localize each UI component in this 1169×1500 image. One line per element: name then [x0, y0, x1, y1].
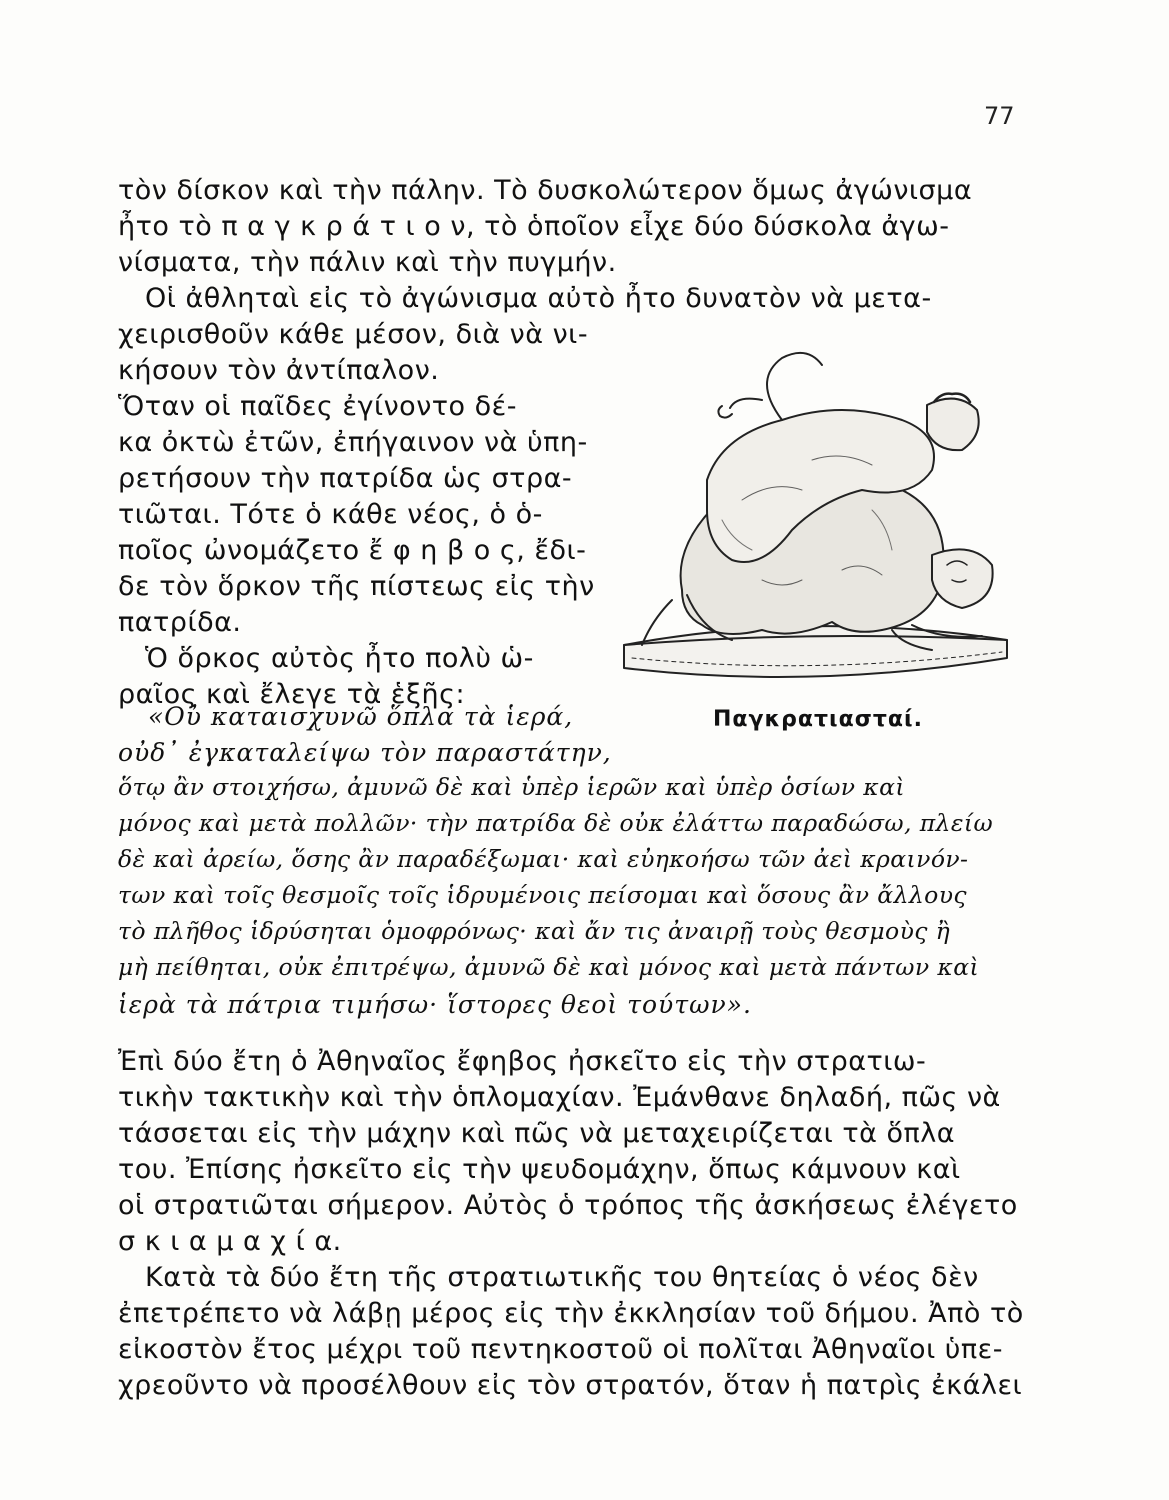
- body-line: Ὁ ὅρκος αὐτὸς ἦτο πολὺ ὡ-: [145, 643, 534, 674]
- oath-line: των καὶ τοῖς θεσμοῖς τοῖς ἱδρυμένοις πείσομαι καὶ ὅσους ἂν ἄλλους: [118, 881, 967, 909]
- oath-line: τὸ πλῆθος ἱδρύσηται ὁμοφρόνως· καὶ ἄν τις ἀναιρῇ τοὺς θεσμοὺς ἢ: [118, 917, 951, 945]
- oath-line: ἱερὰ τὰ πάτρια τιμήσω· ἵστορες θεοὶ τούτων».: [118, 990, 752, 1019]
- body-line: κα ὀκτὼ ἐτῶν, ἐπήγαινον νὰ ὑπη-: [118, 427, 588, 458]
- oath-line: μόνος καὶ μετὰ πολλῶν· τὴν πατρίδα δὲ οὐκ ἐλάττω παραδώσω, πλείω: [118, 809, 994, 837]
- body-line: ρετήσουν τὴν πατρίδα ὡς στρα-: [118, 463, 573, 494]
- body-line: κήσουν τὸν ἀντίπαλον.: [118, 355, 440, 386]
- body-line: σ κ ι α μ α χ ί α.: [118, 1226, 342, 1257]
- body-line: τιῶται. Τότε ὁ κάθε νέος, ὁ ὁ-: [118, 499, 543, 530]
- body-line: ἐπετρέπετο νὰ λάβῃ μέρος εἰς τὴν ἐκκλησίαν τοῦ δήμου. Ἀπὸ τὸ: [118, 1298, 1024, 1329]
- body-line: Οἱ ἀθληταὶ εἰς τὸ ἀγώνισμα αὐτὸ ἦτο δυνατὸν νὰ μετα-: [145, 283, 932, 314]
- wrestlers-illustration: [612, 340, 1012, 695]
- body-line: νίσματα, τὴν πάλιν καὶ τὴν πυγμήν.: [118, 247, 617, 278]
- body-line: εἰκοστὸν ἔτος μέχρι τοῦ πεντηκοστοῦ οἱ πολῖται Ἀθηναῖοι ὑπε-: [118, 1334, 1004, 1365]
- body-line: χειρισθοῦν κάθε μέσον, διὰ νὰ νι-: [118, 319, 589, 350]
- oath-line: οὐδ᾽ ἐγκαταλείψω τὸν παραστάτην,: [118, 738, 612, 767]
- body-line: οἱ στρατιῶται σήμερον. Αὐτὸς ὁ τρόπος τῆς ἀσκήσεως ἐλέγετο: [118, 1190, 1018, 1221]
- body-line: τάσσεται εἰς τὴν μάχην καὶ πῶς νὰ μεταχειρίζεται τὰ ὅπλα: [118, 1118, 956, 1149]
- body-line: Ἐπὶ δύο ἔτη ὁ Ἀθηναῖος ἔφηβος ἠσκεῖτο εἰς τὴν στρατιω-: [118, 1046, 927, 1077]
- body-line: χρεοῦντο νὰ προσέλθουν εἰς τὸν στρατόν, ὅταν ἡ πατρὶς ἐκάλει: [118, 1370, 1023, 1401]
- oath-line: «Οὐ καταισχυνῶ ὅπλα τὰ ἱερά,: [148, 702, 574, 731]
- wrestlers-statue-icon: [612, 340, 1012, 695]
- page-number: 77: [984, 102, 1015, 130]
- body-line: δε τὸν ὅρκον τῆς πίστεως εἰς τὴν: [118, 571, 595, 602]
- body-line: του. Ἐπίσης ἠσκεῖτο εἰς τὴν ψευδομάχην, ὅπως κάμνουν καὶ: [118, 1154, 961, 1185]
- body-line: πατρίδα.: [118, 607, 242, 638]
- body-line: τικὴν τακτικὴν καὶ τὴν ὁπλομαχίαν. Ἐμάνθανε δηλαδή, πῶς νὰ: [118, 1082, 1001, 1113]
- body-line: Κατὰ τὰ δύο ἔτη τῆς στρατιωτικῆς του θητείας ὁ νέος δὲν: [145, 1262, 979, 1293]
- figure-caption: Παγκρατιασταί.: [713, 707, 923, 732]
- oath-line: ὅτῳ ἂν στοιχήσω, ἀμυνῶ δὲ καὶ ὑπὲρ ἱερῶν καὶ ὑπὲρ ὁσίων καὶ: [118, 773, 906, 801]
- body-line: Ὅταν οἱ παῖδες ἐγίνοντο δέ-: [118, 391, 517, 422]
- body-line: τὸν δίσκον καὶ τὴν πάλην. Τὸ δυσκολώτερον ὅμως ἀγώνισμα: [118, 175, 973, 206]
- oath-line: δὲ καὶ ἀρείω, ὅσης ἂν παραδέξωμαι· καὶ εὐηκοήσω τῶν ἀεὶ κραινόν-: [118, 845, 969, 873]
- body-line: ἦτο τὸ π α γ κ ρ ά τ ι ο ν, τὸ ὁποῖον εἶχε δύο δύσκολα ἀγω-: [118, 211, 950, 242]
- body-line: ραῖος καὶ ἔλεγε τὰ ἑξῆς:: [118, 679, 466, 710]
- oath-line: μὴ πείθηται, οὐκ ἐπιτρέψω, ἀμυνῶ δὲ καὶ μόνος καὶ μετὰ πάντων καὶ: [118, 953, 980, 981]
- body-line: ποῖος ὠνομάζετο ἔ φ η β ο ς, ἔδι-: [118, 535, 587, 566]
